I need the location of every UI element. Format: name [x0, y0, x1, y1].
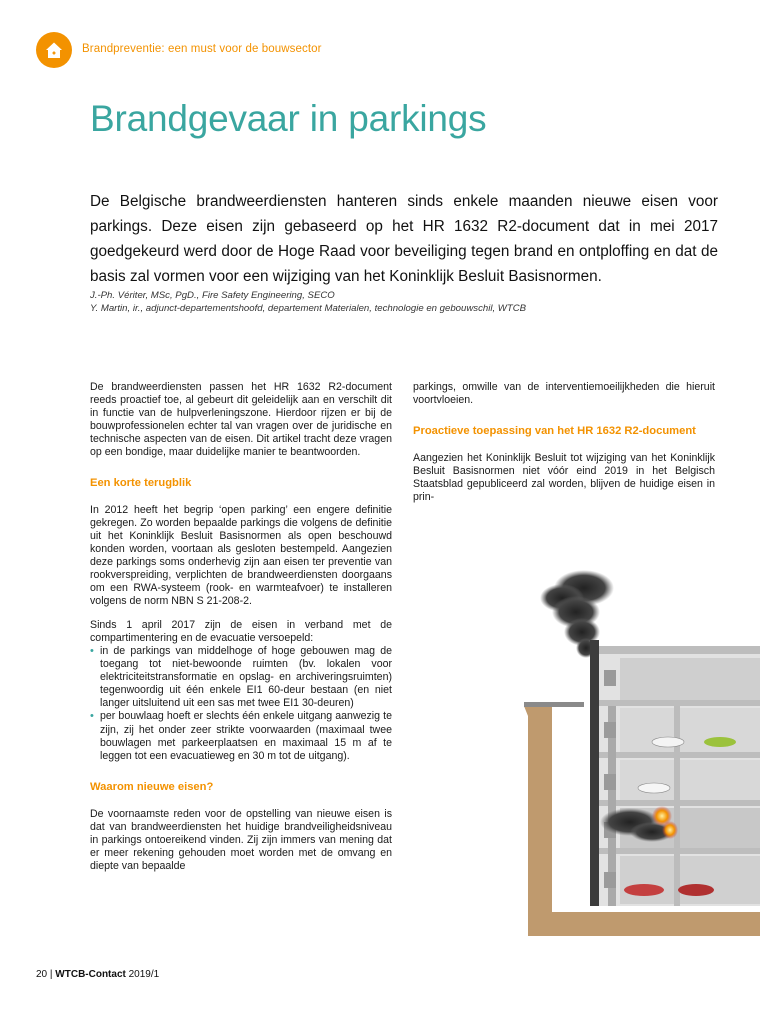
- smoke-plume: [540, 570, 614, 658]
- requirements-list: [90, 645, 392, 762]
- article-lead: De Belgische brandweerdiensten hanteren sinds enkele maanden nieuwe eisen voor parkings. Deze eisen zijn gebaseerd op het HR 1632 R2-document dat in mei 2017 goedgekeurd werd door de Hoge Raad voor beveiliging tegen brand en ontploffing en dat de basis zal vormen voor een wijziging van het Koninklijk Besluit Basisnormen.: [90, 193, 718, 285]
- column-left: [90, 381, 392, 884]
- body-paragraph: In 2012 heeft het begrip ‘open parking’ een engere definitie gekregen. Zo worden bepaalde parkings die volgens de definitie uit het Koninklijk Besluit Basisnormen als open beschouwd konden worden, voortaan als gesloten bestempeld. Aangezien deze parkings soms onderhevig zijn aan eisen ter preventie van rookverspreiding, verplichten de brandweerdiensten doorgaans om een RWA-systeem (rook- en warmteafvoer) te installeren volgens de norm NBN S 21-208-2.: [90, 503, 392, 608]
- section-heading: Een korte terugblik: [90, 477, 192, 490]
- page-footer: [36, 969, 159, 980]
- series-badge: [36, 32, 72, 68]
- list-item: [90, 645, 392, 710]
- authors: [90, 290, 718, 315]
- body-paragraph: Sinds 1 april 2017 zijn de eisen in verband met de compartimentering en de evacuatie versoepeld:: [90, 619, 392, 645]
- list-item-text: per bouwlaag hoeft er slechts één enkele uitgang aanwezig te zijn, zij het onder zeer strikte voorwaarden (maximaal twee bouwlagen met parkeerplaatsen en maximaal 15 m af te leggen tot een evacuatieweg en 30 m tot de uitgang).: [100, 710, 392, 762]
- smoke-shaft: [590, 640, 599, 906]
- building-section: [599, 646, 760, 906]
- author-line: Y. Martin, ir., adjunct-departementshoofd, departement Materialen, technologie en gebouwschil, WTCB: [90, 302, 527, 314]
- list-item-text: in de parkings van middelhoge of hoge gebouwen mag de toegang tot niet-bewoonde ruimten (bv. lokalen voor elektriciteitstransformatie en opslag- en archiveringsruimten) tegenwoordig uit één enkele EI1 60-deur bestaan (en niet langer uitsluitend uit een sas met twee EI1 30-deuren): [100, 645, 392, 710]
- intro-paragraph: De brandweerdiensten passen het HR 1632 R2-document reeds proactief toe, al gebeurt dit geleidelijk aan en verschilt dit in functie van de hulpverleningszone. Hierdoor rijzen er bij de bouwprofessionelen echter tal van vragen over de juridische en technische aspecten van de eisen. Dit artikel tracht deze vragen op een bondige, maar duidelijke manier te beantwoorden.: [90, 381, 392, 459]
- body-paragraph: De voornaamste reden voor de opstelling van nieuwe eisen is dat van brandweerdiensten het huidige brandveiligheidsniveau in parkings ontoereikend vinden. Zij zijn immers van mening dat er meer rekening gehouden moet worden met de omvang en diepte van bepaalde: [90, 808, 392, 873]
- article-title: Brandgevaar in parkings: [90, 98, 487, 139]
- magazine-name: WTCB-Contact: [55, 969, 126, 980]
- parking-fire-illustration: [524, 566, 760, 936]
- series-title: Brandpreventie: een must voor de bouwsector: [82, 43, 322, 55]
- section-heading: Waarom nieuwe eisen?: [90, 780, 214, 793]
- list-item: [90, 710, 392, 762]
- issue-number: 2019/1: [128, 969, 160, 980]
- house-plus-icon: [43, 39, 65, 61]
- body-paragraph: parkings, omwille van de interventiemoeilijkheden die hieruit voortvloeien.: [413, 381, 715, 407]
- section-heading: Proactieve toepassing van het HR 1632 R2-document: [413, 425, 696, 438]
- author-line: J.-Ph. Vériter, MSc, PgD., Fire Safety Engineering, SECO: [90, 290, 335, 301]
- body-paragraph: Aangezien het Koninklijk Besluit tot wijziging van het Koninklijk Besluit Basisnormen niet vóór eind 2019 in het Belgisch Staatsblad gepubliceerd zal worden, blijven de huidige eisen in prin-: [413, 451, 715, 503]
- page-number: 20: [36, 969, 48, 980]
- column-right: [413, 381, 715, 515]
- footer-separator: |: [49, 969, 53, 980]
